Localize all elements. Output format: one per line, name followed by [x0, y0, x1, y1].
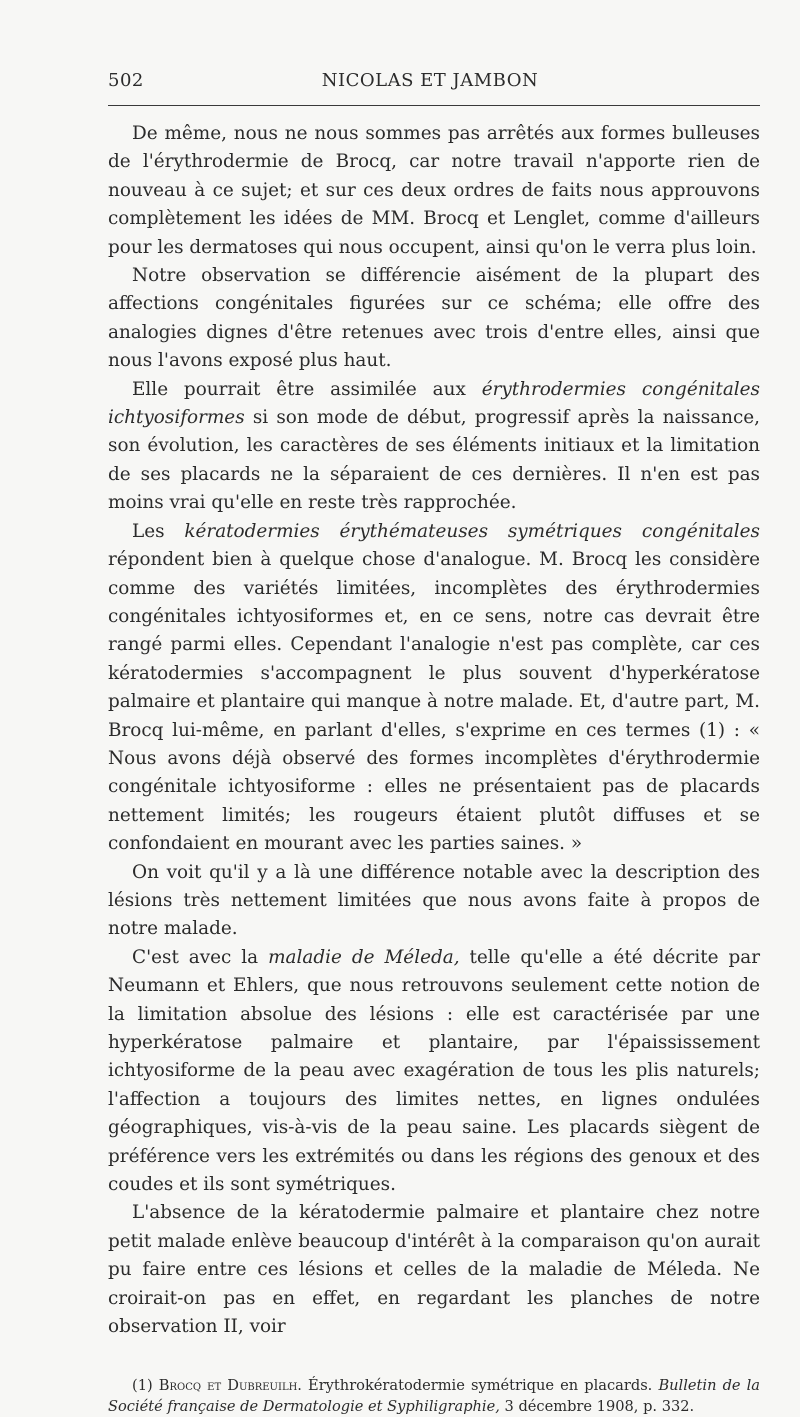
paragraph-text: Elle pourrait être assimilée aux: [132, 378, 482, 400]
paragraph-text: répondent bien à quelque chose d'analogue. M. Brocq les considère comme des variétés limitées, incomplètes des érythrodermies congénitales ichtyosiformes et, en ce sens, notre cas devrait être rangé parmi elles. Cependant l'analogie n'est pas complète, car ces kératodermies s'accompagnent le plus souvent d'hyperkératose palmaire et plantaire qui manque à notre malade. Et, d'autre part, M. Brocq lui-même, en parlant d'elles, s'exprime en ces termes (1) : « Nous avons déjà observé des formes incomplètes d'érythrodermie congénitale ichtyosiforme : elles ne présentaient pas de placards nettement limités; les rougeurs étaient plutôt diffuses et se confondaient en mourant avec les parties saines. »: [108, 549, 760, 855]
footnote-journal: Bulletin de la Société française de Dermatologie et Syphiligraphie,: [108, 1377, 761, 1416]
header-rule: [108, 105, 760, 106]
running-title: NICOLAS ET JAMBON: [321, 70, 539, 91]
body-text: [108, 120, 760, 1341]
footnote-text: Érythrokératodermie symétrique en placards.: [301, 1377, 659, 1395]
paragraph-text: si son mode de début, progressif après la naissance, son évolution, les caractères de ses éléments initiaux et la limitation de ses placards ne la séparaient de ces dernières. Il n'en est pas moins vrai qu'elle en reste très rapprochée.: [108, 407, 760, 514]
paragraph: De même, nous ne nous sommes pas arrêtés aux formes bulleuses de l'érythrodermie de Brocq, car notre travail n'apporte rien de nouveau à ce sujet; et sur ces deux ordres de faits nous approuvons complètement les idées de MM. Brocq et Lenglet, comme d'ailleurs pour les dermatoses qui nous occupent, ainsi qu'on le verra plus loin.: [108, 123, 760, 258]
page-header: [108, 70, 752, 91]
paragraph-italic: maladie de Méleda,: [268, 946, 460, 968]
footnote-authors: Brocq et Dubreuilh.: [158, 1377, 302, 1395]
page-number: 502: [108, 70, 144, 91]
footnote-marker: (1): [132, 1377, 159, 1395]
footnote: [108, 1375, 760, 1417]
paragraph-italic: érythrodermies congénitales ichtyosiformes: [108, 378, 760, 429]
paragraph-text: C'est avec la: [132, 946, 269, 968]
footnote-date: 3 décembre 1908, p. 332.: [499, 1398, 695, 1416]
paragraph-text: telle qu'elle a été décrite par Neumann et Ehlers, que nous retrouvons seulement cette notion de la limitation absolue des lésions : elle est caractérisée par une hyperkératose palmaire et plantaire, par l'épaississement ichtyosiforme de la peau avec exagération de tous les plis naturels; l'affection a toujours des limites nettes, en lignes ondulées géographiques, vis-à-vis de la peau saine. Les placards siègent de préférence vers les extrémités ou dans les régions des genoux et des coudes et ils sont symétriques.: [108, 946, 760, 1196]
paragraph-italic: kératodermies érythémateuses symétriques congénitales: [184, 520, 760, 542]
paragraph: [108, 518, 760, 859]
paragraph-text: Les: [132, 520, 185, 542]
paragraph: On voit qu'il y a là une différence notable avec la description des lésions très nettement limitées que nous avons faite à propos de notre malade.: [108, 861, 760, 940]
paragraph: [108, 376, 760, 518]
paragraph: [108, 944, 760, 1200]
paragraph: Notre observation se différencie aisément de la plupart des affections congénitales figurées sur ce schéma; elle offre des analogies dignes d'être retenues avec trois d'entre elles, ainsi que nous l'avons exposé plus haut.: [108, 265, 760, 372]
paragraph: L'absence de la kératodermie palmaire et plantaire chez notre petit malade enlève beaucoup d'intérêt à la comparaison qu'on aurait pu faire entre ces lésions et celles de la maladie de Méleda. Ne croirait-on pas en effet, en regardant les planches de notre observation II, voir: [108, 1202, 760, 1338]
